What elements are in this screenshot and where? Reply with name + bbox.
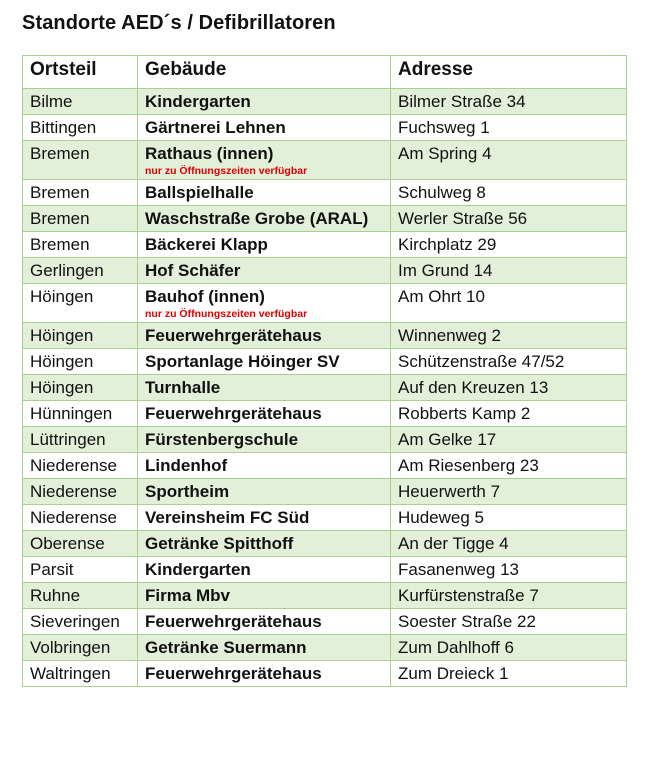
cell-district: Höingen <box>23 349 138 375</box>
cell-address: Fasanenweg 13 <box>391 557 627 583</box>
building-name: Kindergarten <box>145 560 251 579</box>
table-row <box>23 609 627 635</box>
cell-district: Niederense <box>23 453 138 479</box>
building-name: Kindergarten <box>145 92 251 111</box>
table-row <box>23 635 627 661</box>
cell-building <box>138 453 391 479</box>
availability-note: nur zu Öffnungszeiten verfügbar <box>145 308 308 320</box>
building-name: Vereinsheim FC Süd <box>145 508 310 527</box>
cell-address: Am Riesenberg 23 <box>391 453 627 479</box>
table-row <box>23 427 627 453</box>
cell-district: Bittingen <box>23 115 138 141</box>
cell-building <box>138 661 391 687</box>
cell-address: Kirchplatz 29 <box>391 232 627 258</box>
cell-building <box>138 349 391 375</box>
building-name: Waschstraße Grobe (ARAL) <box>145 209 369 228</box>
cell-address: Schulweg 8 <box>391 180 627 206</box>
cell-district: Bilme <box>23 89 138 115</box>
cell-address: Heuerwerth 7 <box>391 479 627 505</box>
cell-building <box>138 115 391 141</box>
cell-district: Hünningen <box>23 401 138 427</box>
cell-address: Am Ohrt 10 <box>391 284 627 323</box>
cell-district: Ruhne <box>23 583 138 609</box>
table-row <box>23 258 627 284</box>
cell-building <box>138 89 391 115</box>
column-header-building: Gebäude <box>138 56 391 89</box>
cell-address: Robberts Kamp 2 <box>391 401 627 427</box>
cell-district: Oberense <box>23 531 138 557</box>
table-row <box>23 323 627 349</box>
table-row <box>23 180 627 206</box>
building-name: Feuerwehrgerätehaus <box>145 664 322 683</box>
cell-district: Bremen <box>23 180 138 206</box>
table-row <box>23 531 627 557</box>
cell-district: Höingen <box>23 375 138 401</box>
cell-building <box>138 206 391 232</box>
cell-address: Am Gelke 17 <box>391 427 627 453</box>
cell-address: Werler Straße 56 <box>391 206 627 232</box>
table-row <box>23 89 627 115</box>
building-name: Feuerwehrgerätehaus <box>145 326 322 345</box>
building-name: Bäckerei Klapp <box>145 235 268 254</box>
cell-building <box>138 401 391 427</box>
building-name: Gärtnerei Lehnen <box>145 118 286 137</box>
cell-building <box>138 583 391 609</box>
building-name: Turnhalle <box>145 378 221 397</box>
building-name: Bauhof (innen) <box>145 287 265 306</box>
cell-building <box>138 323 391 349</box>
cell-district: Sieveringen <box>23 609 138 635</box>
table-row <box>23 583 627 609</box>
cell-address: Winnenweg 2 <box>391 323 627 349</box>
cell-building <box>138 427 391 453</box>
column-header-district: Ortsteil <box>23 56 138 89</box>
cell-district: Niederense <box>23 505 138 531</box>
cell-address: Auf den Kreuzen 13 <box>391 375 627 401</box>
table-row <box>23 661 627 687</box>
building-name: Fürstenbergschule <box>145 430 299 449</box>
table-row <box>23 349 627 375</box>
building-name: Sportheim <box>145 482 230 501</box>
cell-address: Zum Dreieck 1 <box>391 661 627 687</box>
cell-address: Hudeweg 5 <box>391 505 627 531</box>
cell-address: Kurfürstenstraße 7 <box>391 583 627 609</box>
cell-district: Niederense <box>23 479 138 505</box>
cell-building <box>138 609 391 635</box>
cell-address: Soester Straße 22 <box>391 609 627 635</box>
cell-building <box>138 635 391 661</box>
cell-district: Bremen <box>23 141 138 180</box>
cell-address: Fuchsweg 1 <box>391 115 627 141</box>
table-row <box>23 115 627 141</box>
table-body <box>23 89 627 687</box>
building-name: Getränke Spitthoff <box>145 534 294 553</box>
table-row <box>23 401 627 427</box>
table-header-row <box>23 56 627 89</box>
cell-building <box>138 375 391 401</box>
table-row <box>23 557 627 583</box>
building-name: Hof Schäfer <box>145 261 241 280</box>
table-row <box>23 479 627 505</box>
table-row <box>23 141 627 180</box>
column-header-address: Adresse <box>391 56 627 89</box>
table-row <box>23 284 627 323</box>
cell-district: Gerlingen <box>23 258 138 284</box>
cell-building <box>138 557 391 583</box>
cell-address: An der Tigge 4 <box>391 531 627 557</box>
building-name: Getränke Suermann <box>145 638 307 657</box>
building-name: Firma Mbv <box>145 586 231 605</box>
cell-district: Waltringen <box>23 661 138 687</box>
cell-building <box>138 180 391 206</box>
cell-address: Am Spring 4 <box>391 141 627 180</box>
cell-district: Lüttringen <box>23 427 138 453</box>
cell-district: Höingen <box>23 284 138 323</box>
cell-district: Parsit <box>23 557 138 583</box>
table-row <box>23 375 627 401</box>
cell-building <box>138 141 391 180</box>
table-row <box>23 232 627 258</box>
building-name: Ballspielhalle <box>145 183 254 202</box>
cell-building <box>138 232 391 258</box>
cell-building <box>138 479 391 505</box>
cell-district: Höingen <box>23 323 138 349</box>
cell-district: Bremen <box>23 232 138 258</box>
building-name: Lindenhof <box>145 456 228 475</box>
table-row <box>23 505 627 531</box>
table-row <box>23 206 627 232</box>
cell-address: Bilmer Straße 34 <box>391 89 627 115</box>
building-name: Feuerwehrgerätehaus <box>145 404 322 423</box>
availability-note: nur zu Öffnungszeiten verfügbar <box>145 165 308 177</box>
building-name: Rathaus (innen) <box>145 144 274 163</box>
aed-locations-table <box>22 55 627 687</box>
cell-district: Bremen <box>23 206 138 232</box>
building-name: Feuerwehrgerätehaus <box>145 612 322 631</box>
cell-address: Im Grund 14 <box>391 258 627 284</box>
cell-building <box>138 531 391 557</box>
cell-building <box>138 505 391 531</box>
cell-address: Zum Dahlhoff 6 <box>391 635 627 661</box>
cell-district: Volbringen <box>23 635 138 661</box>
cell-address: Schützenstraße 47/52 <box>391 349 627 375</box>
cell-building <box>138 284 391 323</box>
page-title: Standorte AED´s / Defibrillatoren <box>22 12 336 34</box>
table-row <box>23 453 627 479</box>
building-name: Sportanlage Höinger SV <box>145 352 340 371</box>
cell-building <box>138 258 391 284</box>
